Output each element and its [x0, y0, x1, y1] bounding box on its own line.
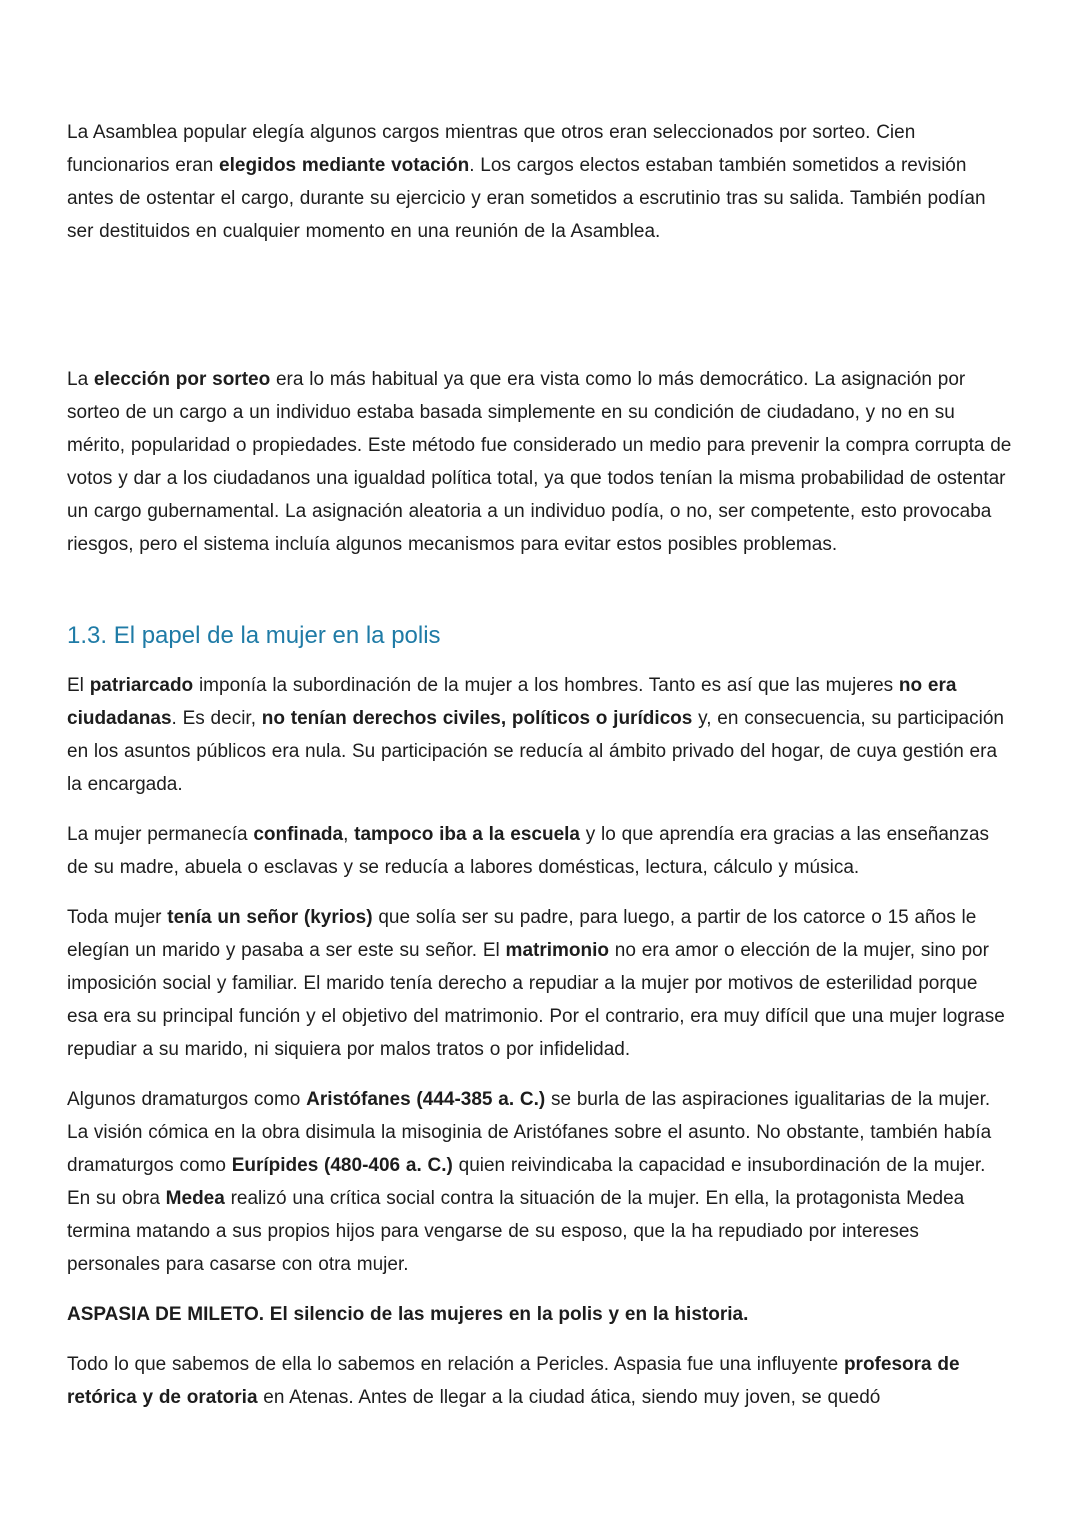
text-run: Todo lo que sabemos de ella lo sabemos en relación a Pericles. Aspasia fue una influyente [67, 1354, 844, 1375]
text-run: se burla de las aspiraciones igualitarias de la mujer. La visión cómica en la obra disimula la misoginia de Aristófanes sobre el asunto. No obstante, también había dramaturgos como [67, 1089, 992, 1176]
bold-text-run: no era ciudadanas [67, 675, 957, 729]
text-run: realizó una crítica social contra la situación de la mujer. En ella, la protagonista Medea termina matando a sus propios hijos para vengarse de su esposo, que la ha repudiado por intereses personales para casarse con otra mujer. [67, 1188, 965, 1275]
bold-text-run: elegidos mediante votación [219, 155, 470, 176]
bold-text-run: patriarcado [89, 675, 194, 696]
paragraph [67, 901, 1013, 1066]
text-run: y, en consecuencia, su participación en los asuntos públicos era nula. Su participación se reducía al ámbito privado del hogar, de cuya gestión era la encargada. [67, 708, 1004, 795]
text-run: La mujer permanecía [67, 824, 254, 845]
text-run: Algunos dramaturgos como [67, 1089, 307, 1110]
text-run: era lo más habitual ya que era vista como lo más democrático. La asignación por sorteo de un cargo a un individuo estaba basada simplemente en su condición de ciudadano, y no en su mérito, popularidad o propiedades. Este método fue considerado un medio para prevenir la compra corrupta de votos y dar a los ciudadanos una igualdad política total, ya que todos tenían la misma probabilidad de ostentar un cargo gubernamental. La asignación aleatoria a un individuo podía, o no, ser competente, esto provocaba riesgos, pero el sistema incluía algunos mecanismos para evitar estos posibles problemas. [67, 369, 1012, 555]
text-run: . Es decir, [171, 708, 262, 729]
text-run: no era amor o elección de la mujer, sino por imposición social y familiar. El marido tenía derecho a repudiar a la mujer por motivos de esterilidad porque esa era su principal función y el objetivo del matrimonio. Por el contrario, era muy difícil que una mujer lograse repudiar a su marido, ni siquiera por malos tratos o por infidelidad. [67, 940, 1005, 1060]
document-content [67, 116, 1013, 1414]
paragraph [67, 1348, 1013, 1414]
bold-text-run: no tenían derechos civiles, políticos o jurídicos [261, 708, 693, 729]
bold-text-run: ASPASIA DE MILETO. El silencio de las mujeres en la polis y en la historia. [67, 1304, 749, 1325]
paragraph [67, 1298, 1013, 1331]
text-run: La Asamblea popular elegía algunos cargos mientras que otros eran seleccionados por sorteo. Cien funcionarios eran [67, 122, 916, 176]
bold-text-run: profesora de retórica y de oratoria [67, 1354, 960, 1408]
section-heading: 1.3. El papel de la mujer en la polis [67, 622, 441, 649]
bold-text-run: tenía un señor (kyrios) [167, 907, 373, 928]
paragraph [67, 818, 1013, 884]
bold-text-run: matrimonio [505, 940, 609, 961]
text-run: imponía la subordinación de la mujer a los hombres. Tanto es así que las mujeres [193, 675, 899, 696]
blank-space [67, 265, 1013, 363]
text-run: El [67, 675, 90, 696]
bold-text-run: Eurípides (480-406 a. C.) [231, 1155, 453, 1176]
text-run: quien reivindicaba la capacidad e insubordinación de la mujer. En su obra [67, 1155, 986, 1209]
text-run: . Los cargos electos estaban también sometidos a revisión antes de ostentar el cargo, durante su ejercicio y eran sometidos a escrutinio tras su salida. También podían ser destituidos en cualquier momento en una reunión de la Asamblea. [67, 155, 986, 242]
bold-text-run: elección por sorteo [93, 369, 271, 390]
text-run: y lo que aprendía era gracias a las enseñanzas de su madre, abuela o esclavas y se reducía a labores domésticas, lectura, cálculo y música. [67, 824, 990, 878]
bold-text-run: Aristófanes (444-385 a. C.) [306, 1089, 546, 1110]
paragraph [67, 363, 1013, 561]
bold-text-run: Medea [165, 1188, 225, 1209]
text-run: que solía ser su padre, para luego, a partir de los catorce o 15 años le elegían un marido y pasaba a ser este su señor. El [67, 907, 977, 961]
bold-text-run: tampoco iba a la escuela [354, 824, 580, 845]
text-run: Toda mujer [67, 907, 168, 928]
paragraph [67, 1083, 1013, 1281]
text-run: en Atenas. Antes de llegar a la ciudad ática, siendo muy joven, se quedó [257, 1387, 881, 1408]
paragraph [67, 669, 1013, 801]
bold-text-run: confinada [253, 824, 344, 845]
text-run: , [343, 824, 355, 845]
text-run: La [67, 369, 94, 390]
paragraph [67, 116, 1013, 248]
